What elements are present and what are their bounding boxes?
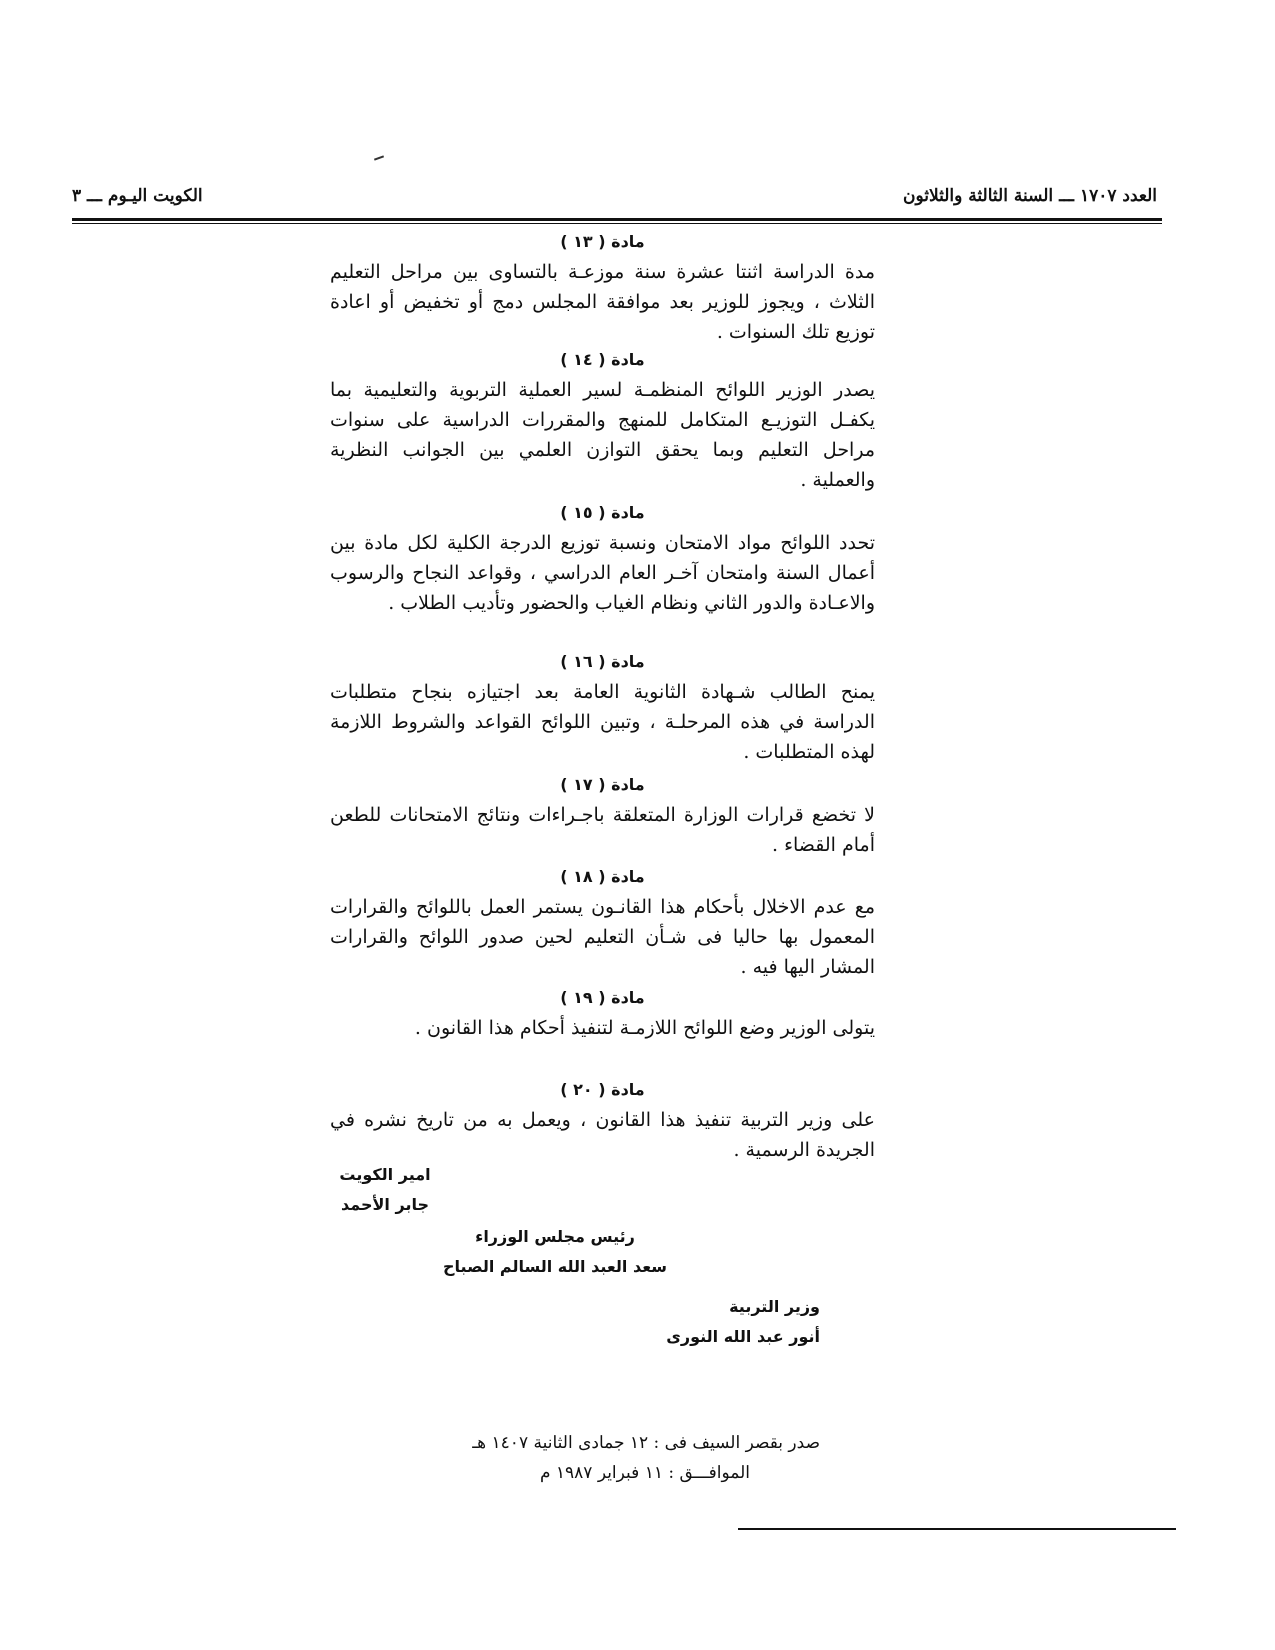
article-title: مادة ( ١٦ ): [560, 652, 645, 671]
page-header: [72, 186, 1157, 206]
article-title: مادة ( ٢٠ ): [560, 1080, 645, 1099]
issued-date-gregorian: الموافـــق : ١١ فبراير ١٩٨٧ م: [539, 1463, 750, 1483]
article-19: [330, 988, 875, 1043]
article-16: [330, 652, 875, 767]
article-body: مع عدم الاخلال بأحكام هذا القانـون يستمر العمل باللوائح والقرارات المعمول بها حاليا فى شـأن التعليم لحين صدور اللوائح والقرارات المشار اليها فيه .: [330, 896, 875, 978]
article-body: يصدر الوزير اللوائح المنظمـة لسير العملية التربوية والتعليمية بما يكفـل التوزيـع المتكامل للمنهج والمقررات الدراسية على سنوات مراحل التعليم وبما يحقق التوازن العلمي بين الجوانب النظرية والعملية .: [330, 379, 875, 491]
pm-title: رئيس مجلس الوزراء: [475, 1227, 635, 1246]
article-title: مادة ( ١٤ ): [560, 350, 645, 369]
amir-name: جابر الأحمد: [341, 1195, 429, 1214]
publication-title: الكويت اليـوم ـــ ٣: [72, 186, 203, 206]
issue-info: العدد ١٧٠٧ ـــ السنة الثالثة والثلاثون: [902, 186, 1157, 206]
footer-rule: [738, 1528, 1176, 1530]
article-title: مادة ( ١٨ ): [560, 867, 645, 886]
article-15: [330, 503, 875, 618]
article-body: مدة الدراسة اثنتا عشرة سنة موزعـة بالتساوى بين مراحل التعليم الثلاث ، ويجوز للوزير بعد موافقة المجلس دمج أو تخفيض أو اعادة توزيع تلك السنوات .: [330, 261, 875, 343]
issued-at: صدر بقصر السيف فى : ١٢ جمادى الثانية ١٤٠٧ هـ: [472, 1433, 820, 1453]
article-body: يتولى الوزير وضع اللوائح اللازمـة لتنفيذ أحكام هذا القانون .: [414, 1017, 875, 1039]
article-20: [330, 1080, 875, 1165]
article-body: يمنح الطالب شـهادة الثانوية العامة بعد اجتيازه بنجاح متطلبات الدراسة في هذه المرحلـة ، وتبين اللوائح القواعد والشروط اللازمة لهذه المتطلبات .: [330, 681, 875, 763]
article-13: [330, 232, 875, 347]
pm-signature: [430, 1222, 680, 1282]
issuance-block: [400, 1428, 820, 1488]
amir-signature: [330, 1160, 440, 1220]
amir-title: امير الكويت: [339, 1165, 431, 1184]
article-14: [330, 350, 875, 495]
article-title: مادة ( ١٥ ): [560, 503, 645, 522]
article-17: [330, 775, 875, 860]
minister-signature: [640, 1292, 820, 1352]
article-body: لا تخضع قرارات الوزارة المتعلقة باجـراءات ونتائج الامتحانات للطعن أمام القضاء .: [330, 804, 875, 856]
article-title: مادة ( ١٧ ): [560, 775, 645, 794]
header-rule-thin: [72, 223, 1162, 224]
article-18: [330, 867, 875, 982]
article-body: على وزير التربية تنفيذ هذا القانون ، ويعمل به من تاريخ نشره في الجريدة الرسمية .: [330, 1109, 875, 1161]
header-rule: [72, 218, 1162, 221]
minister-title: وزير التربية: [729, 1297, 820, 1316]
article-body: تحدد اللوائح مواد الامتحان ونسبة توزيع الدرجة الكلية لكل مادة بين أعمال السنة وامتحان آخـر العام الدراسي ، وقواعد النجاح والرسوب والاعـادة والدور الثاني ونظام الغياب والحضور وتأديب الطلاب .: [330, 532, 875, 614]
pm-name: سعد العبد الله السالم الصباح: [443, 1257, 667, 1276]
article-title: مادة ( ١٣ ): [560, 232, 645, 251]
scan-mark: [374, 155, 384, 160]
minister-name: أنور عبد الله النورى: [666, 1327, 820, 1346]
article-title: مادة ( ١٩ ): [560, 988, 645, 1007]
